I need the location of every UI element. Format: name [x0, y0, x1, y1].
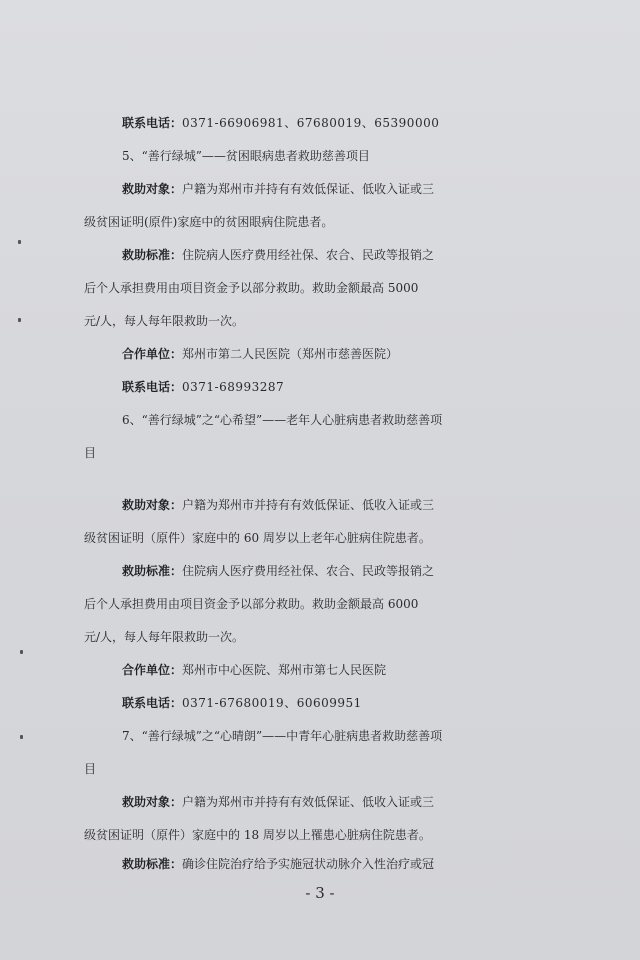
contact-label: 联系电话： [122, 380, 183, 394]
contact-line [0, 687, 640, 719]
project-title-continued: 目 [84, 762, 97, 776]
target-text-continued: 级贫困证明（原件）家庭中的 60 周岁以上老年心脏病住院患者。 [84, 531, 431, 545]
standard-text: 确诊住院治疗给予实施冠状动脉介入性治疗或冠 [182, 857, 435, 871]
contact-phone: 0371-66906981、67680019、65390000 [182, 116, 440, 130]
project-title-continued: 目 [84, 446, 97, 460]
target-text: 户籍为郑州市并持有有效低保证、低收入证或三 [182, 182, 435, 196]
standard-label: 救助标准： [122, 248, 183, 262]
contact-phone: 0371-67680019、60609951 [182, 696, 362, 710]
standard-text: 住院病人医疗费用经社保、农合、民政等报销之 [182, 564, 435, 578]
standard-text-continued: 后个人承担费用由项目资金予以部分救助。救助金额最高 5000 [84, 281, 419, 295]
standard-text-continued: 元/人，每人每年限救助一次。 [84, 314, 245, 328]
partner-text: 郑州市第二人民医院（郑州市慈善医院） [182, 347, 399, 361]
partner-text: 郑州市中心医院、郑州市第七人民医院 [182, 663, 387, 677]
standard-label: 救助标准： [122, 857, 183, 871]
project-title: 7、“善行绿城”之“心晴朗”——中青年心脏病患者救助慈善项 [122, 729, 443, 743]
standard-text-continued: 元/人，每人每年限救助一次。 [84, 630, 245, 644]
target-line [0, 173, 640, 205]
standard-text: 住院病人医疗费用经社保、农合、民政等报销之 [182, 248, 435, 262]
standard-line [0, 555, 640, 587]
standard-line [0, 848, 640, 880]
project-title: 5、“善行绿城”——贫困眼病患者救助慈善项目 [122, 149, 370, 163]
target-label: 救助对象： [122, 182, 183, 196]
target-label: 救助对象： [122, 795, 183, 809]
contact-line [0, 107, 640, 139]
target-text-continued: 级贫困证明（原件）家庭中的 18 周岁以上罹患心脏病住院患者。 [84, 828, 431, 842]
partner-label: 合作单位： [122, 663, 183, 677]
contact-label: 联系电话： [122, 696, 183, 710]
partner-label: 合作单位： [122, 347, 183, 361]
target-line [0, 489, 640, 521]
contact-line [0, 371, 640, 403]
partner-line [0, 654, 640, 686]
project-title: 6、“善行绿城”之“心希望”——老年人心脏病患者救助慈善项 [122, 413, 443, 427]
standard-text-continued: 后个人承担费用由项目资金予以部分救助。救助金额最高 6000 [84, 597, 419, 611]
page-number: - 3 - [305, 884, 335, 902]
standard-label: 救助标准： [122, 564, 183, 578]
target-text: 户籍为郑州市并持有有效低保证、低收入证或三 [182, 795, 435, 809]
contact-label: 联系电话： [122, 116, 183, 130]
contact-phone: 0371-68993287 [182, 380, 285, 394]
partner-line [0, 338, 640, 370]
standard-line [0, 239, 640, 271]
target-text: 户籍为郑州市并持有有效低保证、低收入证或三 [182, 498, 435, 512]
target-label: 救助对象： [122, 498, 183, 512]
target-line [0, 786, 640, 818]
target-text-continued: 级贫困证明(原件)家庭中的贫困眼病住院患者。 [84, 215, 334, 229]
